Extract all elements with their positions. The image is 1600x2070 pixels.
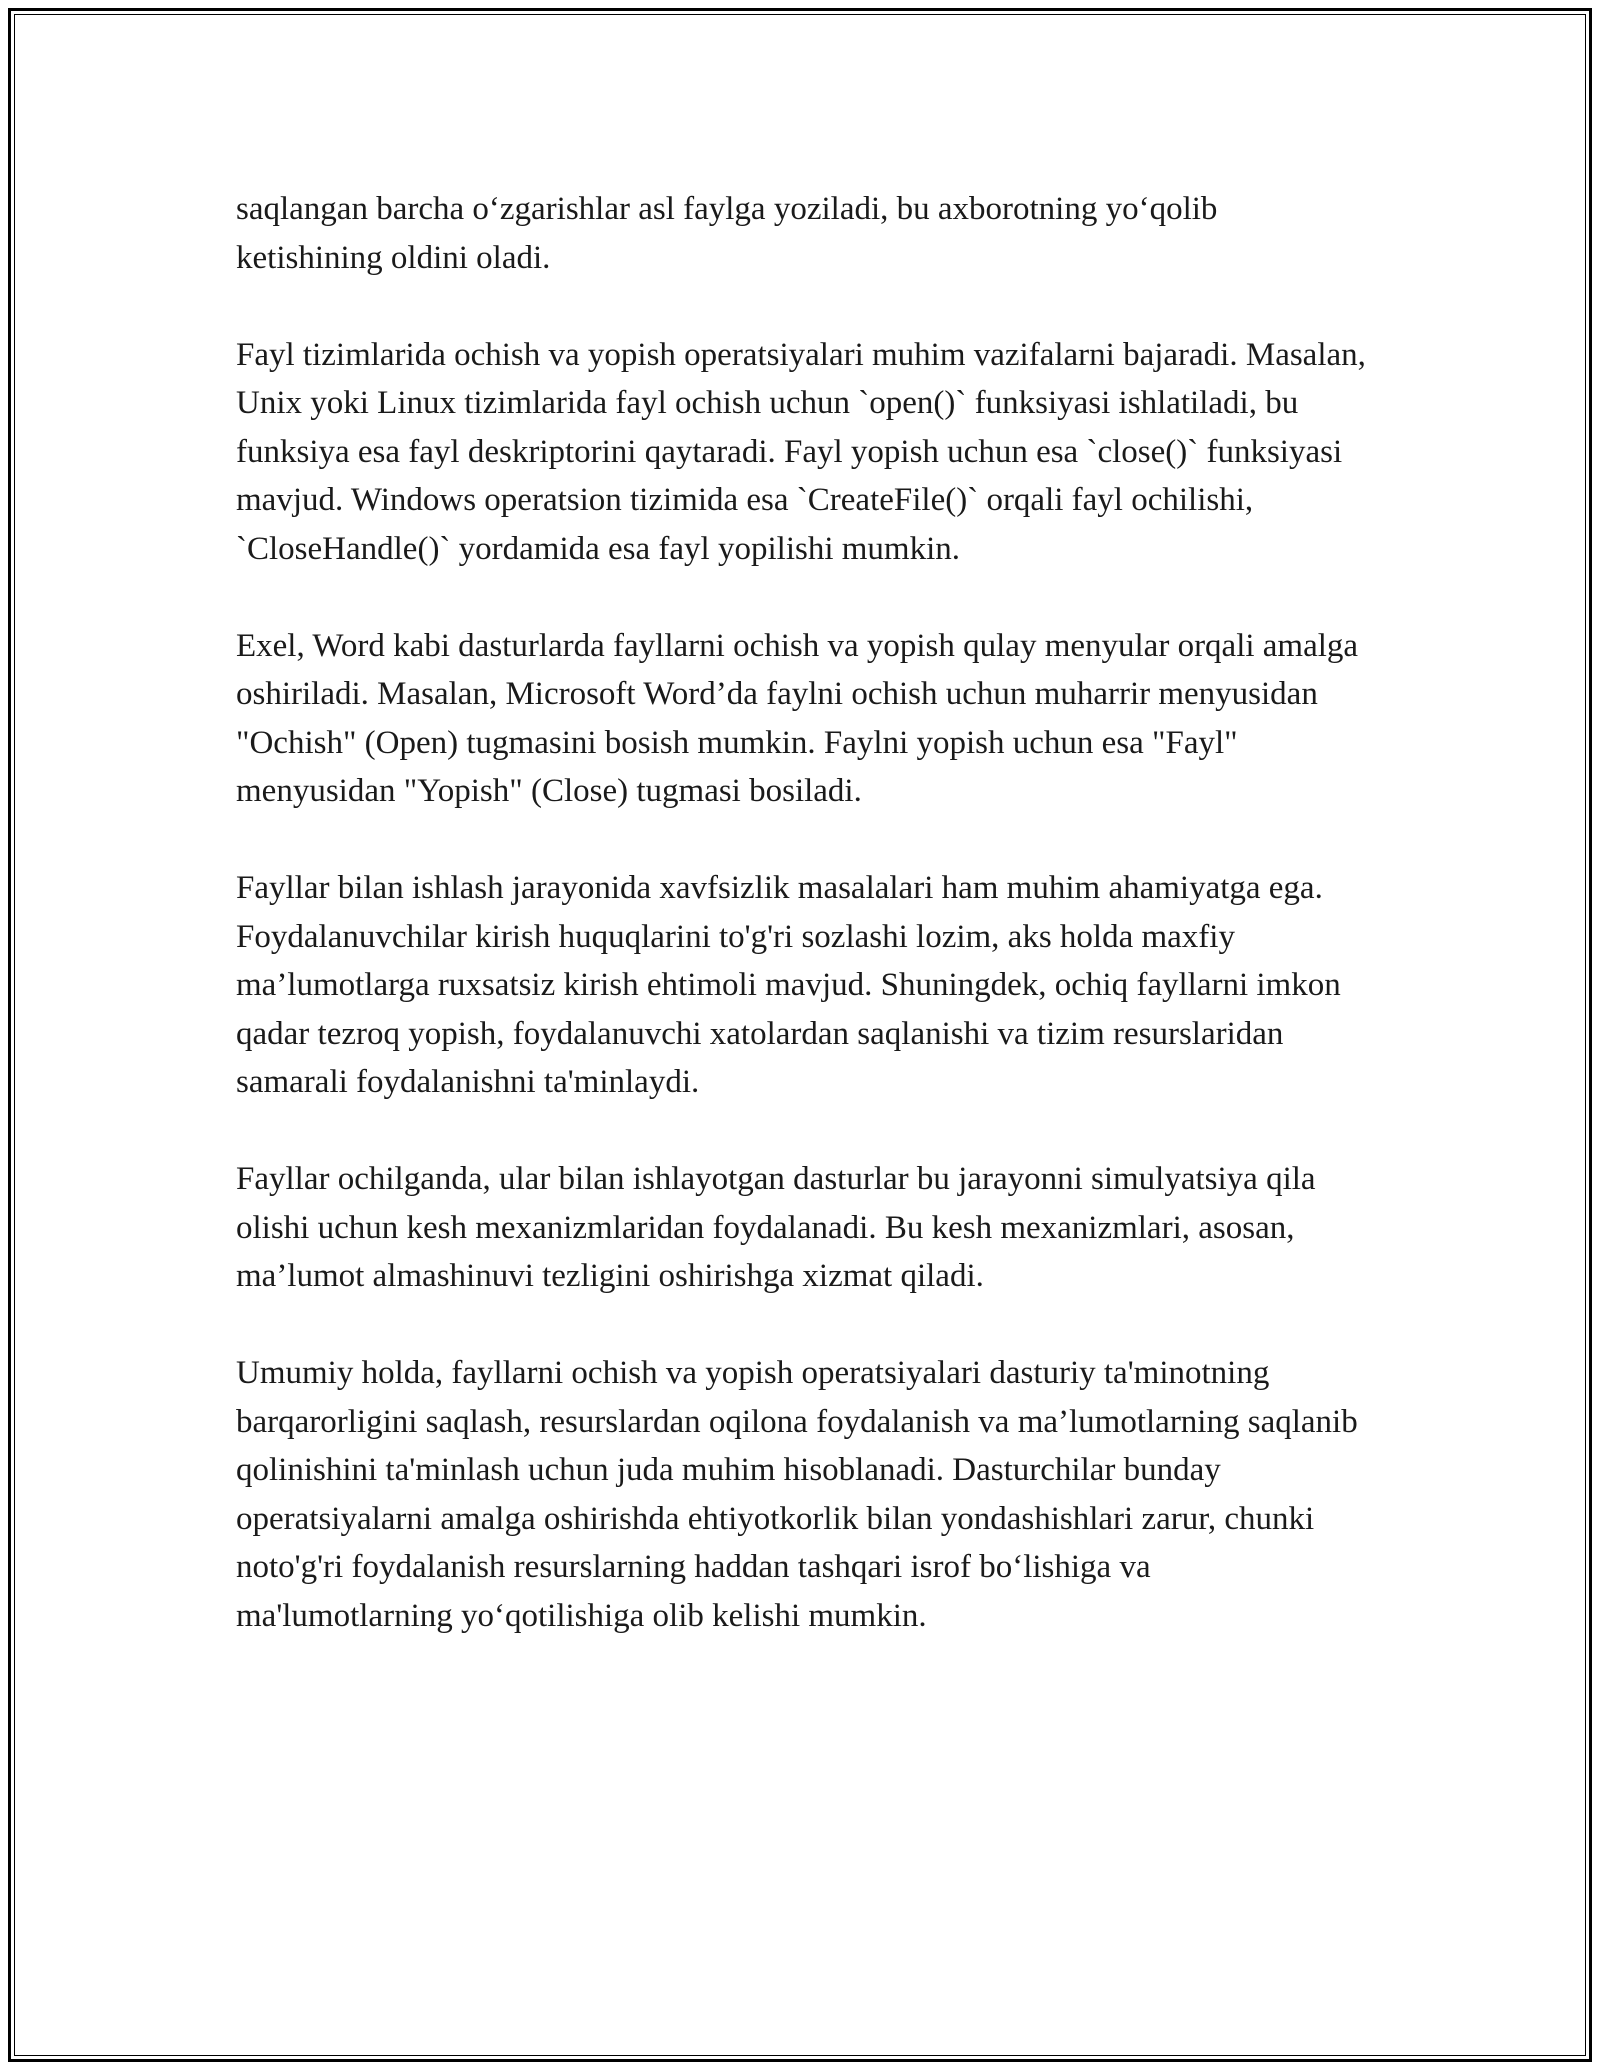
document-body [236, 185, 1366, 1640]
paragraph-1: saqlangan barcha o‘zgarishlar asl faylga yoziladi, bu axborotning yo‘qolib ketishining oldini oladi. [236, 191, 1218, 276]
paragraph-2: Fayl tizimlarida ochish va yopish operatsiyalari muhim vazifalarni bajaradi. Masalan, Unix yoki Linux tizimlarida fayl ochish uchun `open()` funksiyasi ishlatiladi, bu funksiya esa fayl deskriptorini qaytaradi. Fayl yopish uchun esa `close()` funksiyasi mavjud. Windows operatsion tizimida esa `CreateFile()` orqali fayl ochilishi, `CloseHandle()` yordamida esa fayl yopilishi mumkin. [236, 336, 1366, 567]
paragraph-5: Fayllar ochilganda, ular bilan ishlayotgan dasturlar bu jarayonni simulyatsiya qila olishi uchun kesh mexanizmlaridan foydalanadi. Bu kesh mexanizmlari, asosan, ma’lumot almashinuvi tezligini oshirishga xizmat qiladi. [236, 1161, 1316, 1294]
paragraph-6: Umumiy holda, fayllarni ochish va yopish operatsiyalari dasturiy ta'minotning barqarorligini saqlash, resurslardan oqilona foydalanish va ma’lumotlarning saqlanib qolinishini ta'minlash uchun juda muhim hisoblanadi. Dasturchilar bunday operatsiyalarni amalga oshirishda ehtiyotkorlik bilan yondashishlari zarur, chunki noto'g'ri foydalanish resurslarning haddan tashqari isrof bo‘lishiga va ma'lumotlarning yo‘qotilishiga olib kelishi mumkin. [236, 1355, 1358, 1634]
paragraph-4: Fayllar bilan ishlash jarayonida xavfsizlik masalalari ham muhim ahamiyatga ega. Foydalanuvchilar kirish huquqlarini to'g'ri sozlashi lozim, aks holda maxfiy ma’lumotlarga ruxsatsiz kirish ehtimoli mavjud. Shuningdek, ochiq fayllarni imkon qadar tezroq yopish, foydalanuvchi xatolardan saqlanishi va tizim resurslaridan samarali foydalanishni ta'minlaydi. [236, 870, 1341, 1100]
paragraph-3: Exel, Word kabi dasturlarda fayllarni ochish va yopish qulay menyular orqali amalga oshiriladi. Masalan, Microsoft Word’da faylni ochish uchun muharrir menyusidan "Ochish" (Open) tugmasini bosish mumkin. Faylni yopish uchun esa "Fayl" menyusidan "Yopish" (Close) tugmasi bosiladi. [236, 627, 1359, 809]
